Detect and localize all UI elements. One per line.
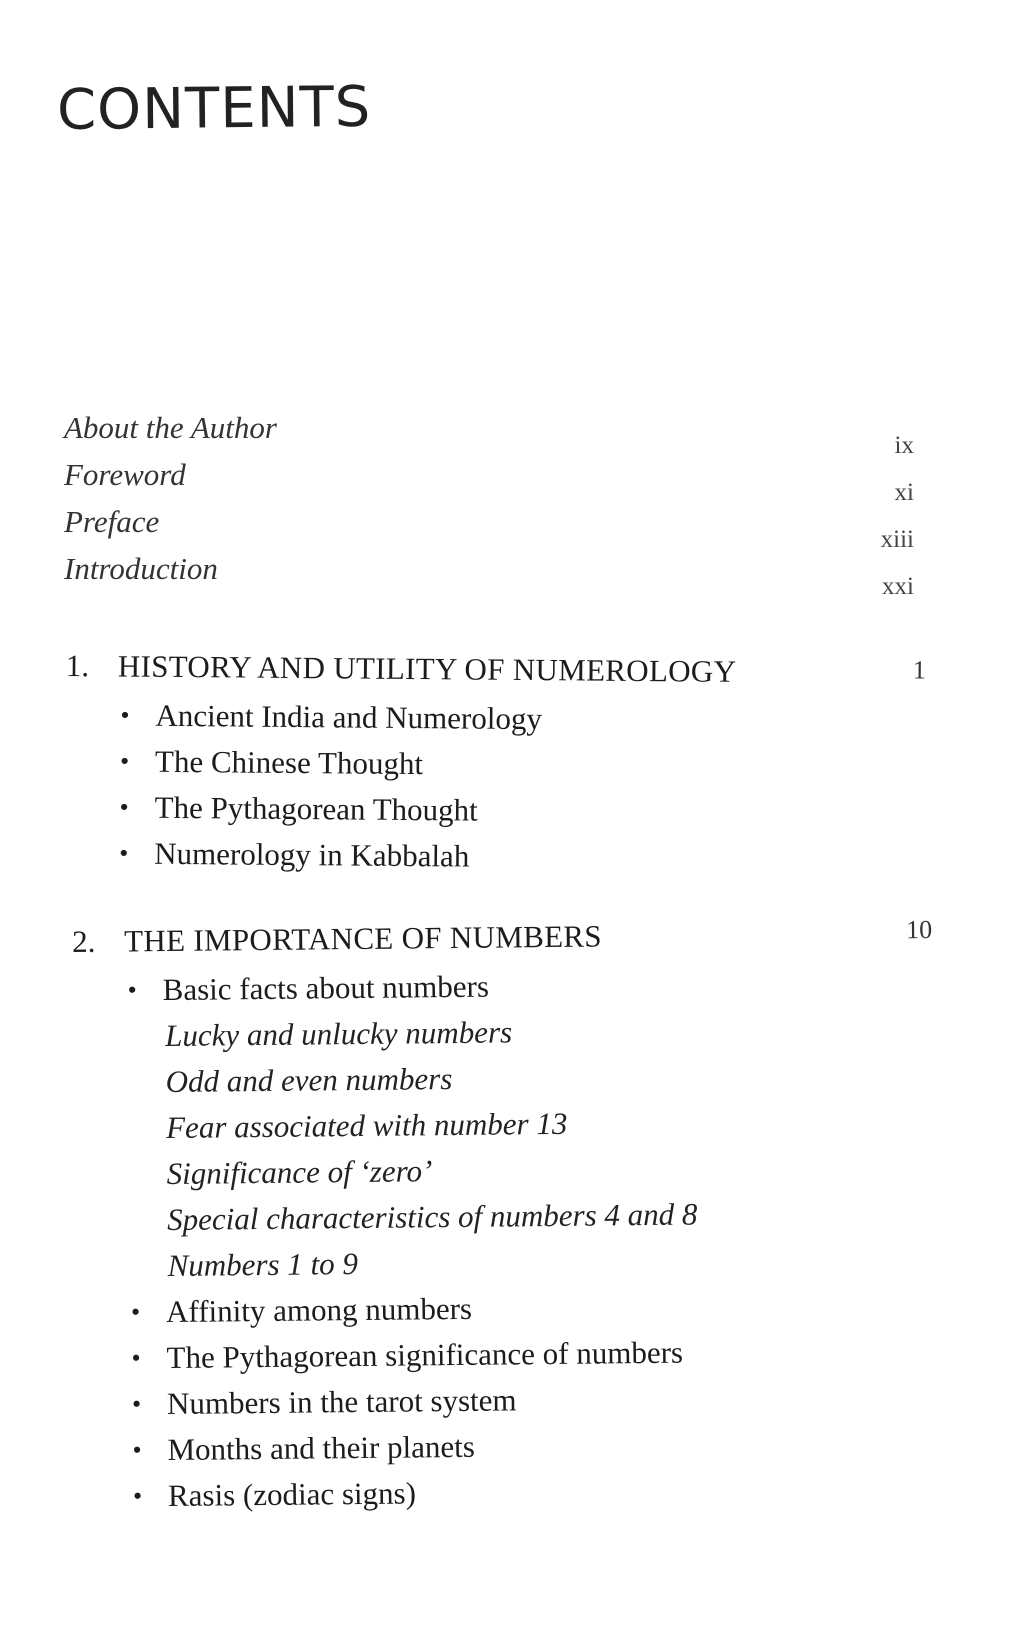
topic-label: Basic facts about numbers bbox=[162, 968, 490, 1008]
topic-label: Numbers in the tarot system bbox=[166, 1382, 517, 1422]
chapter-2-topics bbox=[72, 959, 932, 1014]
topic-label: The Pythagorean significance of numbers bbox=[166, 1334, 684, 1376]
toc-entry-foreword[interactable] bbox=[64, 457, 914, 504]
entry-title: Preface bbox=[64, 504, 160, 539]
topic-item bbox=[65, 692, 925, 746]
subtopic-item: Significance of ‘zero’ bbox=[166, 1153, 433, 1192]
toc-entry-preface[interactable] bbox=[64, 504, 914, 551]
bullet-icon: • bbox=[119, 838, 129, 868]
subtopic-item: Special characteristics of numbers 4 and 8 bbox=[166, 1196, 698, 1238]
chapter-1-topics bbox=[64, 692, 926, 883]
bullet-icon: • bbox=[119, 792, 129, 822]
subtopic-item: Fear associated with number 13 bbox=[165, 1105, 568, 1146]
topic-item bbox=[72, 959, 932, 1014]
topic-label: The Chinese Thought bbox=[154, 743, 424, 782]
chapter-number: 2. bbox=[72, 923, 96, 959]
toc-entry-about-the-author[interactable] bbox=[64, 410, 914, 457]
topic-label: Rasis (zodiac signs) bbox=[167, 1475, 417, 1514]
bullet-icon: • bbox=[132, 1481, 143, 1511]
topic-label: The Pythagorean Thought bbox=[154, 789, 478, 828]
subtopic-item: Odd and even numbers bbox=[165, 1061, 453, 1100]
chapter-title: HISTORY AND UTILITY OF NUMEROLOGY bbox=[117, 648, 737, 689]
chapter-1-section bbox=[64, 648, 926, 883]
toc-entry-introduction[interactable] bbox=[64, 551, 914, 598]
page-title: CONTENTS bbox=[56, 74, 372, 143]
topic-label: Ancient India and Numerology bbox=[155, 697, 543, 737]
bullet-icon: • bbox=[132, 1435, 142, 1465]
topic-item bbox=[78, 1465, 938, 1520]
subtopic-item: Lucky and unlucky numbers bbox=[164, 1014, 513, 1054]
entry-title: Introduction bbox=[64, 551, 218, 586]
entry-title: About the Author bbox=[64, 410, 277, 445]
bullet-icon: • bbox=[131, 1389, 142, 1419]
entry-page-number: xxi bbox=[882, 573, 914, 600]
chapter-page-number: 1 bbox=[912, 655, 926, 685]
bullet-icon: • bbox=[130, 1297, 141, 1327]
chapter-2-section bbox=[72, 915, 938, 1520]
chapter-number: 1. bbox=[65, 648, 90, 684]
topic-item bbox=[64, 784, 924, 838]
chapter-page-number: 10 bbox=[905, 914, 933, 945]
topic-label: Months and their planets bbox=[167, 1428, 476, 1468]
topic-label: Numerology in Kabbalah bbox=[154, 835, 470, 874]
bullet-icon: • bbox=[127, 975, 137, 1005]
front-matter-list bbox=[64, 410, 914, 598]
topic-label: Affinity among numbers bbox=[165, 1290, 473, 1330]
entry-page-number: xi bbox=[894, 479, 914, 506]
bullet-icon: • bbox=[119, 746, 130, 776]
bullet-icon: • bbox=[120, 700, 130, 730]
subtopic-item: Numbers 1 to 9 bbox=[167, 1246, 359, 1284]
entry-page-number: ix bbox=[894, 432, 914, 459]
chapter-2-subtopics bbox=[73, 1005, 936, 1290]
bullet-icon: • bbox=[131, 1343, 141, 1373]
topic-item bbox=[65, 738, 925, 792]
chapter-1-heading[interactable] bbox=[66, 648, 926, 700]
chapter-2-topics-continued bbox=[76, 1281, 938, 1520]
entry-title: Foreword bbox=[64, 457, 186, 492]
entry-page-number: xiii bbox=[880, 526, 914, 553]
chapter-title: THE IMPORTANCE OF NUMBERS bbox=[123, 918, 603, 959]
topic-item bbox=[64, 830, 924, 884]
